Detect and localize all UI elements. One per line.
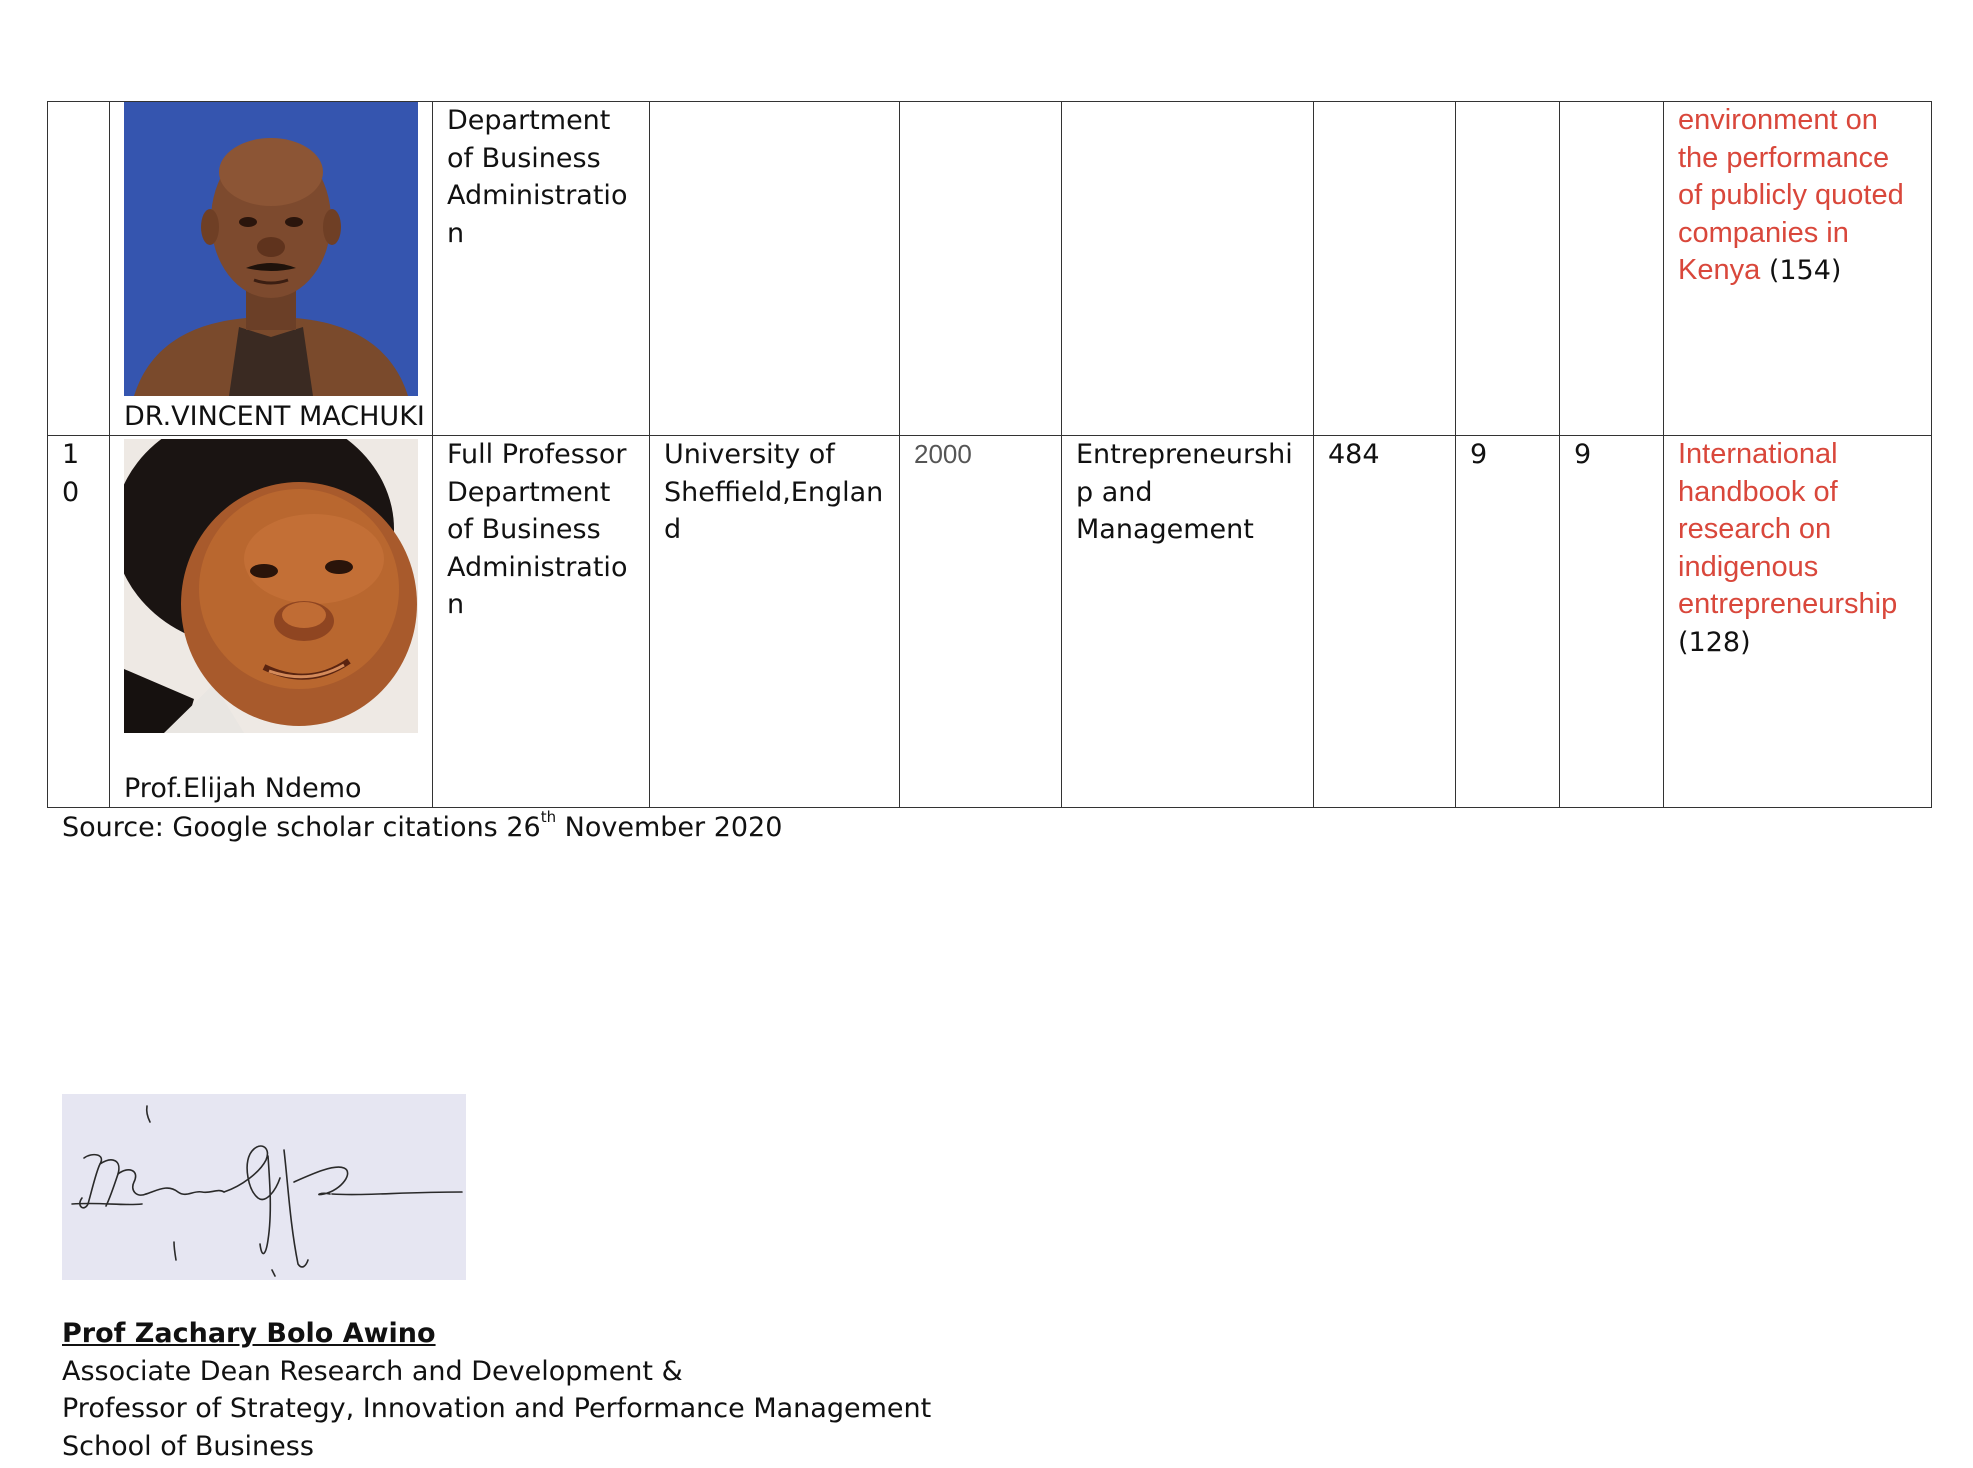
year-cell xyxy=(900,436,1062,808)
source-note xyxy=(62,810,782,846)
citations-cell: 484 xyxy=(1314,436,1456,808)
top-publication-cell xyxy=(1664,102,1932,436)
year-cell xyxy=(900,102,1062,436)
table-row xyxy=(48,436,1932,808)
citations-cell xyxy=(1314,102,1456,436)
source-superscript: th xyxy=(540,808,557,826)
signature-image xyxy=(62,1094,466,1280)
signer-title-1: Associate Dean Research and Development & xyxy=(62,1355,683,1387)
row-number-cell xyxy=(48,102,110,436)
publication-title: International handbook of research on indigenous entrepreneurship xyxy=(1678,438,1898,620)
staff-table xyxy=(47,101,1932,808)
top-publication-cell xyxy=(1664,436,1932,808)
publication-title: environment on the performance of publicly quoted companies in Kenya xyxy=(1678,104,1904,286)
portrait-photo xyxy=(124,439,418,733)
source-suffix: November 2020 xyxy=(556,812,783,843)
photo-cell xyxy=(110,436,433,808)
institution-cell xyxy=(650,102,900,436)
signer-title-2: Professor of Strategy, Innovation and Performance Management xyxy=(62,1393,932,1424)
row-number-cell: 10 xyxy=(48,436,110,808)
person-name-caption: Prof.Elijah Ndemo xyxy=(124,773,362,804)
publication-citation-count: (128) xyxy=(1678,626,1751,658)
year-value: 2000 xyxy=(914,439,972,469)
h-index-cell: 9 xyxy=(1456,436,1560,808)
source-prefix: Source: Google scholar citations 26 xyxy=(62,812,541,843)
institution-cell: University of Sheffield,England xyxy=(650,436,900,808)
signer-block xyxy=(62,1315,931,1465)
i10-index-cell: 9 xyxy=(1560,436,1664,808)
position-cell: Department of Business Administration xyxy=(433,102,650,436)
specialization-cell: Entrepreneurship and Management xyxy=(1062,436,1314,808)
publication-citation-count: (154) xyxy=(1768,255,1842,286)
signer-name: Prof Zachary Bolo Awino xyxy=(62,1318,436,1349)
photo-cell xyxy=(110,102,433,436)
person-name-caption: DR.VINCENT MACHUKI xyxy=(124,401,425,432)
position-cell: Full Professor Department of Business Administration xyxy=(433,436,650,808)
h-index-cell xyxy=(1456,102,1560,436)
signer-title-3: School of Business xyxy=(62,1430,314,1462)
i10-index-cell xyxy=(1560,102,1664,436)
table-row xyxy=(48,102,1932,436)
portrait-photo xyxy=(124,102,418,396)
specialization-cell xyxy=(1062,102,1314,436)
